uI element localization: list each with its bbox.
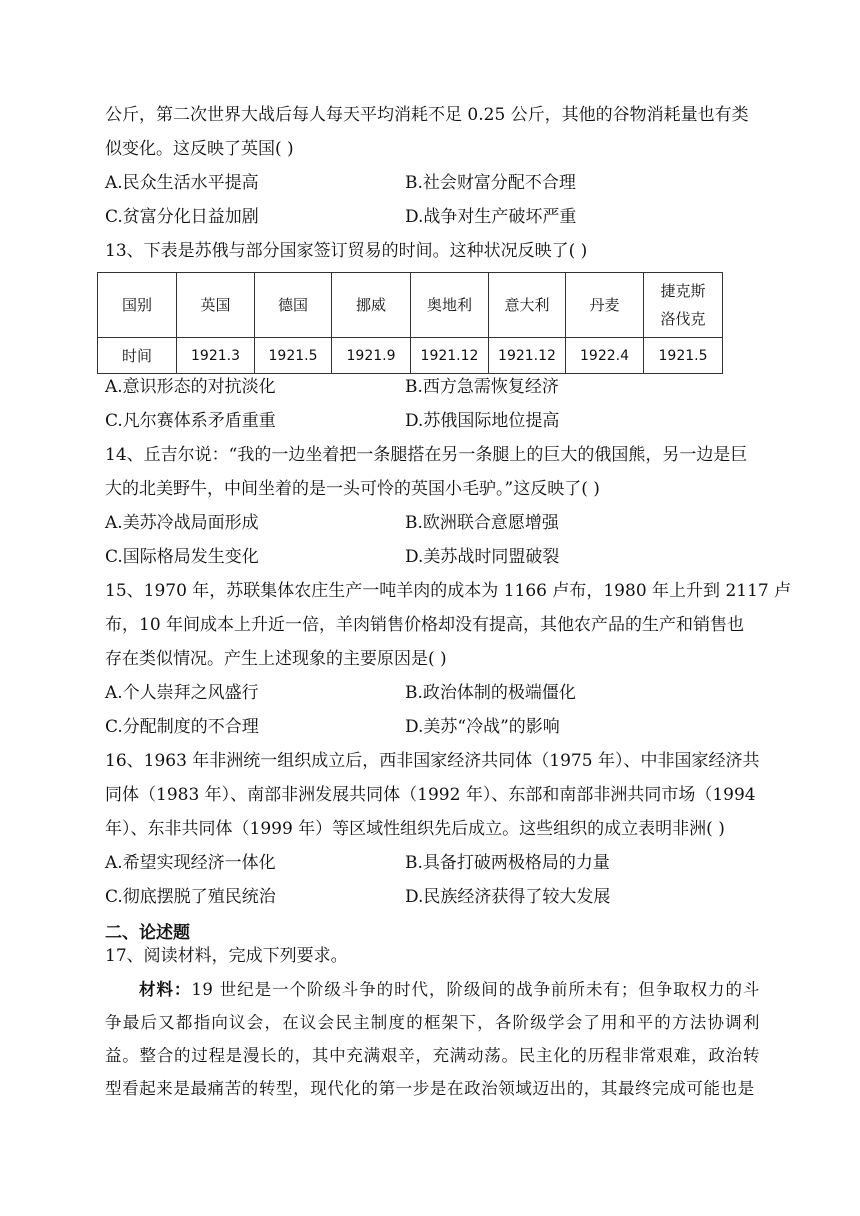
q15-option-b: B.政治体制的极端僵化 [405,683,576,703]
q15-option-c: C.分配制度的不合理 [105,717,259,737]
q16-option-d: D.民族经济获得了较大发展 [405,887,611,907]
q15-option-d: D.美苏“冷战”的影响 [405,717,560,737]
q13-option-d: D.苏俄国际地位提高 [405,411,560,431]
q15-option-a: A.个人崇拜之风盛行 [105,683,259,703]
table-cell-time: 1921.12 [489,338,566,374]
q16-stem-line-1: 16、1963 年非洲统一组织成立后，西非国家经济共同体（1975 年）、中非国家经济共 [105,751,760,771]
q12-option-b: B.社会财富分配不合理 [405,173,576,193]
table-row-countries [98,273,723,338]
table-cell-country: 丹麦 [566,273,644,338]
table-row-times [98,338,723,374]
table-cell-time: 1921.3 [177,338,255,374]
section-title: 二、论述题 [105,923,190,943]
table-cell-country: 英国 [177,273,255,338]
table-cell-time: 1921.12 [411,338,489,374]
q16-stem-line-2: 同体（1983 年）、南部非洲发展共同体（1992 年）、东部和南部非洲共同市场（1994 [105,785,756,805]
q14-option-a: A.美苏冷战局面形成 [105,513,259,533]
q14-option-c: C.国际格局发生变化 [105,547,259,567]
q14-stem-line-1: 14、丘吉尔说：“我的一边坐着把一条腿搭在另一条腿上的巨大的俄国熊，另一边是巨 [105,445,748,465]
table-cell-time: 1921.9 [332,338,411,374]
table-cell-country: 挪威 [332,273,411,338]
q12-stem-line-1: 公斤，第二次世界大战后每人每天平均消耗不足 0.25 公斤，其他的谷物消耗量也有类 [105,105,749,125]
q16-option-a: A.希望实现经济一体化 [105,853,276,873]
q14-stem-line-2: 大的北美野牛，中间坐着的是一头可怜的英国小毛驴。”这反映了( ) [105,479,600,499]
table-cell-time: 1921.5 [255,338,332,374]
q13-option-b: B.西方急需恢复经济 [405,377,559,397]
q16-stem-line-3: 年）、东非共同体（1999 年）等区域性组织先后成立。这些组织的成立表明非洲( ) [105,819,725,839]
table-cell-country: 德国 [255,273,332,338]
q16-option-b: B.具备打破两极格局的力量 [405,853,610,873]
q12-option-d: D.战争对生产破坏严重 [405,207,577,227]
table-cell-time: 1922.4 [566,338,644,374]
trade-table [97,272,723,374]
q12-option-c: C.贫富分化日益加剧 [105,207,259,227]
q13-option-a: A.意识形态的对抗淡化 [105,377,276,397]
q13-stem: 13、下表是苏俄与部分国家签订贸易的时间。这种状况反映了( ) [105,241,588,261]
table-cell-country: 捷克斯洛伐克 [644,273,723,338]
material-text: 19 世纪是一个阶级斗争的时代，阶级间的战争前所未有；但争取权力的斗争最后又都指向议会，在议会民主制度的框架下，各阶级学会了用和平的方法协调利益。整合的过程是漫长的，其中充满艰辛，充满动荡。民主化的历程非常艰难，政治转型看起来是最痛苦的转型，现代化的第一步是在政治领域迈出的，其最终完成可能也是 [105,980,760,1098]
table-cell-country: 奥地利 [411,273,489,338]
table-header-label: 国别 [98,273,177,338]
material-label: 材料： [139,980,192,999]
q13-option-c: C.凡尔赛体系矛盾重重 [105,411,276,431]
q14-option-d: D.美苏战时同盟破裂 [405,547,560,567]
material-paragraph [105,973,760,1105]
table-cell-time: 1921.5 [644,338,723,374]
q17-stem: 17、阅读材料，完成下列要求。 [105,946,348,966]
table-row-label: 时间 [98,338,177,374]
q15-stem-line-1: 15、1970 年，苏联集体农庄生产一吨羊肉的成本为 1166 卢布，1980 年上升到 2117 卢 [105,581,792,601]
q12-option-a: A.民众生活水平提高 [105,173,259,193]
table-cell-country: 意大利 [489,273,566,338]
q12-stem-line-2: 似变化。这反映了英国( ) [105,139,294,159]
q15-stem-line-2: 布，10 年间成本上升近一倍，羊肉销售价格却没有提高，其他农产品的生产和销售也 [105,615,745,635]
q15-stem-line-3: 存在类似情况。产生上述现象的主要原因是( ) [105,649,447,669]
q14-option-b: B.欧洲联合意愿增强 [405,513,559,533]
q16-option-c: C.彻底摆脱了殖民统治 [105,887,276,907]
